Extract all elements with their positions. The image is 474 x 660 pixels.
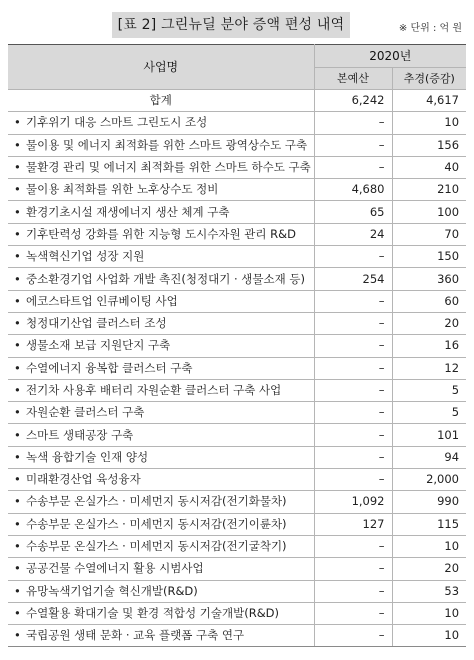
row-name (8, 223, 314, 245)
bullet-icon: • (14, 405, 21, 420)
row-label: 자원순환 클러스터 구축 (26, 405, 145, 420)
row-gov-budget: 1,092 (314, 491, 392, 513)
row-label: 환경기초시설 재생에너지 생산 체계 구축 (26, 204, 230, 219)
row-name (8, 379, 314, 401)
total-row (8, 90, 466, 112)
row-supplementary: 10 (392, 625, 466, 647)
row-supplementary: 2,000 (392, 469, 466, 491)
row-supplementary: 10 (392, 535, 466, 557)
row-label: 국립공원 생태 문화 · 교육 플랫폼 구축 연구 (26, 628, 245, 643)
row-supplementary: 150 (392, 246, 466, 268)
row-gov-budget: – (314, 402, 392, 424)
table-row (8, 379, 466, 401)
bullet-icon: • (14, 137, 21, 152)
table-row (8, 357, 466, 379)
row-gov-budget: – (314, 469, 392, 491)
row-label: 물이용 및 에너지 최적화를 위한 스마트 광역상수도 구축 (26, 137, 308, 152)
table-caption (8, 12, 466, 38)
row-name (8, 312, 314, 334)
bullet-icon: • (14, 360, 21, 375)
row-label: 물환경 관리 및 에너지 최적화를 위한 스마트 하수도 구축 (26, 160, 311, 175)
bullet-icon: • (14, 182, 21, 197)
row-gov-budget: – (314, 335, 392, 357)
row-name (8, 402, 314, 424)
table-row (8, 268, 466, 290)
row-supplementary: 360 (392, 268, 466, 290)
table-row (8, 312, 466, 334)
row-label: 녹색혁신기업 성장 지원 (26, 249, 145, 264)
row-name (8, 625, 314, 647)
table-body (8, 90, 466, 647)
row-label: 생물소재 보급 지원단지 구축 (26, 338, 171, 353)
table-row (8, 513, 466, 535)
bullet-icon: • (14, 539, 21, 554)
row-name (8, 602, 314, 624)
row-supplementary: 990 (392, 491, 466, 513)
row-label: 스마트 생태공장 구축 (26, 427, 134, 442)
bullet-icon: • (14, 516, 21, 531)
table-row (8, 201, 466, 223)
row-name (8, 535, 314, 557)
table-row (8, 558, 466, 580)
row-gov-budget: – (314, 625, 392, 647)
row-supplementary: 100 (392, 201, 466, 223)
table-row (8, 602, 466, 624)
bullet-icon: • (14, 427, 21, 442)
row-label: 기후탄력성 강화를 위한 지능형 도시수자원 관리 R&D (26, 226, 296, 241)
row-label: 미래환경산업 육성융자 (26, 472, 141, 487)
table-row (8, 491, 466, 513)
table-row (8, 290, 466, 312)
bullet-icon: • (14, 316, 21, 331)
row-name (8, 491, 314, 513)
row-gov-budget: 4,680 (314, 179, 392, 201)
row-name (8, 424, 314, 446)
row-name (8, 246, 314, 268)
row-label: 전기차 사용후 배터리 자원순환 클러스터 구축 사업 (26, 383, 282, 397)
row-name (8, 134, 314, 156)
row-gov-budget: 127 (314, 513, 392, 535)
row-name (8, 357, 314, 379)
budget-table (8, 44, 466, 647)
row-label: 수송부문 온실가스 · 미세먼지 동시저감(전기화물차) (26, 494, 287, 509)
row-name (8, 290, 314, 312)
row-label: 청정대기산업 클러스터 조성 (26, 316, 167, 331)
row-supplementary: 115 (392, 513, 466, 535)
bullet-icon: • (14, 583, 21, 598)
row-name (8, 335, 314, 357)
row-name (8, 112, 314, 134)
table-row (8, 134, 466, 156)
table-row (8, 179, 466, 201)
table-row (8, 424, 466, 446)
row-supplementary: 70 (392, 223, 466, 245)
row-supplementary: 101 (392, 424, 466, 446)
row-gov-budget: – (314, 312, 392, 334)
bullet-icon: • (14, 561, 21, 576)
table-row (8, 446, 466, 468)
table-row (8, 112, 466, 134)
row-gov-budget: – (314, 357, 392, 379)
row-label: 공공건물 수열에너지 활용 시범사업 (26, 561, 204, 576)
bullet-icon: • (14, 472, 21, 487)
bullet-icon: • (14, 160, 21, 175)
total-gov: 6,242 (314, 90, 392, 112)
row-supplementary: 60 (392, 290, 466, 312)
header-year: 2020년 (314, 45, 466, 68)
table-row (8, 156, 466, 178)
row-supplementary: 16 (392, 335, 466, 357)
table-row (8, 580, 466, 602)
row-gov-budget: – (314, 112, 392, 134)
bullet-icon: • (14, 449, 21, 464)
row-name (8, 513, 314, 535)
table-row (8, 335, 466, 357)
row-gov-budget: 65 (314, 201, 392, 223)
row-name (8, 446, 314, 468)
row-name (8, 268, 314, 290)
row-gov-budget: – (314, 424, 392, 446)
row-supplementary: 5 (392, 402, 466, 424)
row-gov-budget: 254 (314, 268, 392, 290)
table-row (8, 469, 466, 491)
row-name (8, 580, 314, 602)
row-supplementary: 40 (392, 156, 466, 178)
row-label: 녹색 융합기술 인재 양성 (26, 449, 149, 464)
row-gov-budget: – (314, 580, 392, 602)
table-row (8, 535, 466, 557)
row-gov-budget: – (314, 602, 392, 624)
bullet-icon: • (14, 338, 21, 353)
row-label: 수송부문 온실가스 · 미세먼지 동시저감(전기굴착기) (26, 539, 287, 554)
header-category: 사업명 (8, 45, 314, 90)
row-gov-budget: – (314, 379, 392, 401)
row-label: 수송부문 온실가스 · 미세먼지 동시저감(전기이륜차) (26, 516, 287, 531)
row-gov-budget: – (314, 446, 392, 468)
bullet-icon: • (14, 494, 21, 509)
row-supplementary: 156 (392, 134, 466, 156)
row-label: 중소환경기업 사업화 개발 촉진(청정대기 · 생물소재 등) (26, 271, 305, 286)
row-name (8, 156, 314, 178)
row-name (8, 201, 314, 223)
row-supplementary: 210 (392, 179, 466, 201)
row-gov-budget: – (314, 535, 392, 557)
row-name (8, 469, 314, 491)
header-supplementary: 추경(증감) (392, 68, 466, 90)
header-gov-budget: 본예산 (314, 68, 392, 90)
total-add: 4,617 (392, 90, 466, 112)
row-gov-budget: 24 (314, 223, 392, 245)
table-row (8, 246, 466, 268)
row-supplementary: 12 (392, 357, 466, 379)
bullet-icon: • (14, 605, 21, 620)
row-supplementary: 20 (392, 312, 466, 334)
row-gov-budget: – (314, 134, 392, 156)
row-label: 기후위기 대응 스마트 그린도시 조성 (26, 115, 208, 130)
row-label: 물이용 최적화를 위한 노후상수도 정비 (26, 182, 219, 197)
row-gov-budget: – (314, 246, 392, 268)
bullet-icon: • (14, 249, 21, 264)
row-supplementary: 10 (392, 602, 466, 624)
row-supplementary: 94 (392, 446, 466, 468)
table-title: [표 2] 그린뉴딜 분야 증액 편성 내역 (117, 17, 345, 33)
row-supplementary: 20 (392, 558, 466, 580)
row-label: 에코스타트업 인큐베이팅 사업 (26, 293, 178, 308)
bullet-icon: • (14, 226, 21, 241)
bullet-icon: • (14, 383, 21, 397)
row-label: 수열활용 확대기술 및 환경 적합성 기술개발(R&D) (26, 605, 280, 620)
total-label: 합계 (8, 90, 314, 112)
row-gov-budget: – (314, 290, 392, 312)
bullet-icon: • (14, 271, 21, 286)
row-name (8, 179, 314, 201)
bullet-icon: • (14, 293, 21, 308)
table-header (8, 45, 466, 90)
row-gov-budget: – (314, 558, 392, 580)
bullet-icon: • (14, 115, 21, 130)
row-label: 수열에너지 융복합 클러스터 구축 (26, 360, 193, 375)
row-name (8, 558, 314, 580)
table-row (8, 223, 466, 245)
bullet-icon: • (14, 628, 21, 643)
bullet-icon: • (14, 204, 21, 219)
row-supplementary: 10 (392, 112, 466, 134)
unit-note: ※ 단위 : 억 원 (398, 23, 462, 34)
row-gov-budget: – (314, 156, 392, 178)
row-label: 유망녹색기업기술 혁신개발(R&D) (26, 583, 198, 598)
table-row (8, 625, 466, 647)
row-supplementary: 5 (392, 379, 466, 401)
table-row (8, 402, 466, 424)
row-supplementary: 53 (392, 580, 466, 602)
